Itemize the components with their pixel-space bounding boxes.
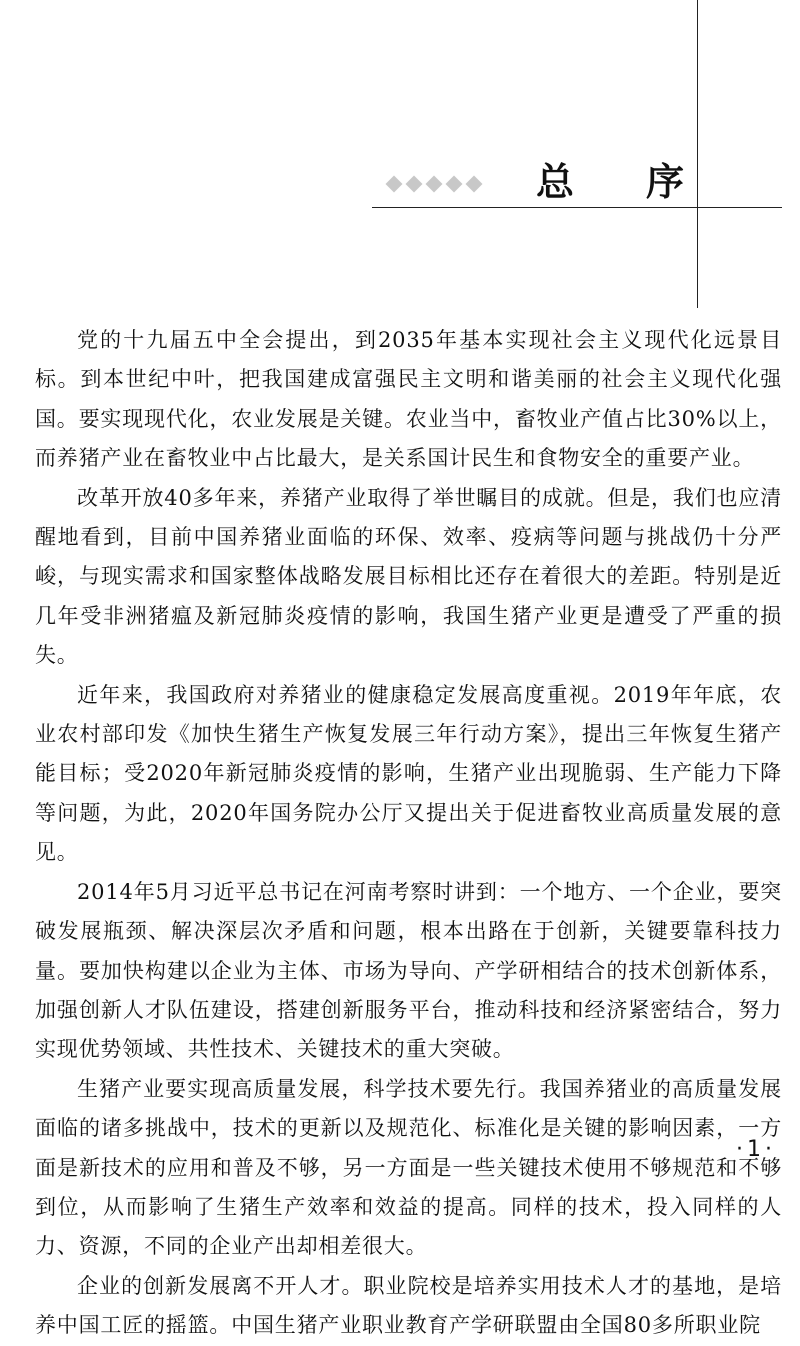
header-horizontal-rule [372, 207, 782, 208]
diamond-ornament-icon [405, 175, 422, 192]
header-vertical-rule [697, 0, 698, 308]
paragraph: 党的十九届五中全会提出，到2035年基本实现社会主义现代化远景目标。到本世纪中叶，把我国建成富强民主文明和谐美丽的社会主义现代化强国。要实现现代化，农业发展是关键。农业当中，畜牧业产值占比30%以上，而养猪产业在畜牧业中占比最大，是关系国计民生和食物安全的重要产业。 [35, 328, 782, 471]
paragraph: 近年来，我国政府对养猪业的健康稳定发展高度重视。2019年年底，农业农村部印发《加快生猪生产恢复发展三年行动方案》，提出三年恢复生猪产能目标；受2020年新冠肺炎疫情的影响，生猪产业出现脆弱、生产能力下降等问题，为此，2020年国务院办公厅又提出关于促进畜牧业高质量发展的意见。 [35, 682, 782, 865]
diamond-ornament-icon [465, 175, 482, 192]
page-title [536, 150, 684, 206]
diamond-ornament-icon [445, 175, 462, 192]
paragraph: 2014年5月习近平总书记在河南考察时讲到：一个地方、一个企业，要突破发展瓶颈、解决深层次矛盾和问题，根本出路在于创新，关键要靠科技力量。要加快构建以企业为主体、市场为导向、产学研相结合的技术创新体系，加强创新人才队伍建设，搭建创新服务平台，推动科技和经济紧密结合，努力实现优势领域、共性技术、关键技术的重大突破。 [35, 879, 782, 1062]
body-text [35, 321, 782, 1346]
page-title-char: 总 [536, 159, 575, 204]
diamond-ornament-icon [425, 175, 442, 192]
diamond-ornament-icon [385, 175, 402, 192]
paragraph: 企业的创新发展离不开人才。职业院校是培养实用技术人才的基地，是培养中国工匠的摇篮。中国生猪产业职业教育产学研联盟由全国80多所职业院 [35, 1273, 782, 1338]
paragraph: 改革开放40多年来，养猪产业取得了举世瞩目的成就。但是，我们也应清醒地看到，目前中国养猪业面临的环保、效率、疫病等问题与挑战仍十分严峻，与现实需求和国家整体战略发展目标相比还存在着很大的差距。特别是近几年受非洲猪瘟及新冠肺炎疫情的影响，我国生猪产业更是遭受了严重的损失。 [35, 485, 782, 668]
paragraph: 生猪产业要实现高质量发展，科学技术要先行。我国养猪业的高质量发展面临的诸多挑战中，技术的更新以及规范化、标准化是关键的影响因素，一方面是新技术的应用和普及不够，另一方面是一些关键技术使用不够规范和不够到位，从而影响了生猪生产效率和效益的提高。同样的技术，投入同样的人力、资源，不同的企业产出却相差很大。 [35, 1076, 782, 1259]
page-title-char: 序 [645, 159, 684, 204]
page-number: ·1· [736, 1137, 776, 1162]
title-ornament [385, 175, 482, 192]
